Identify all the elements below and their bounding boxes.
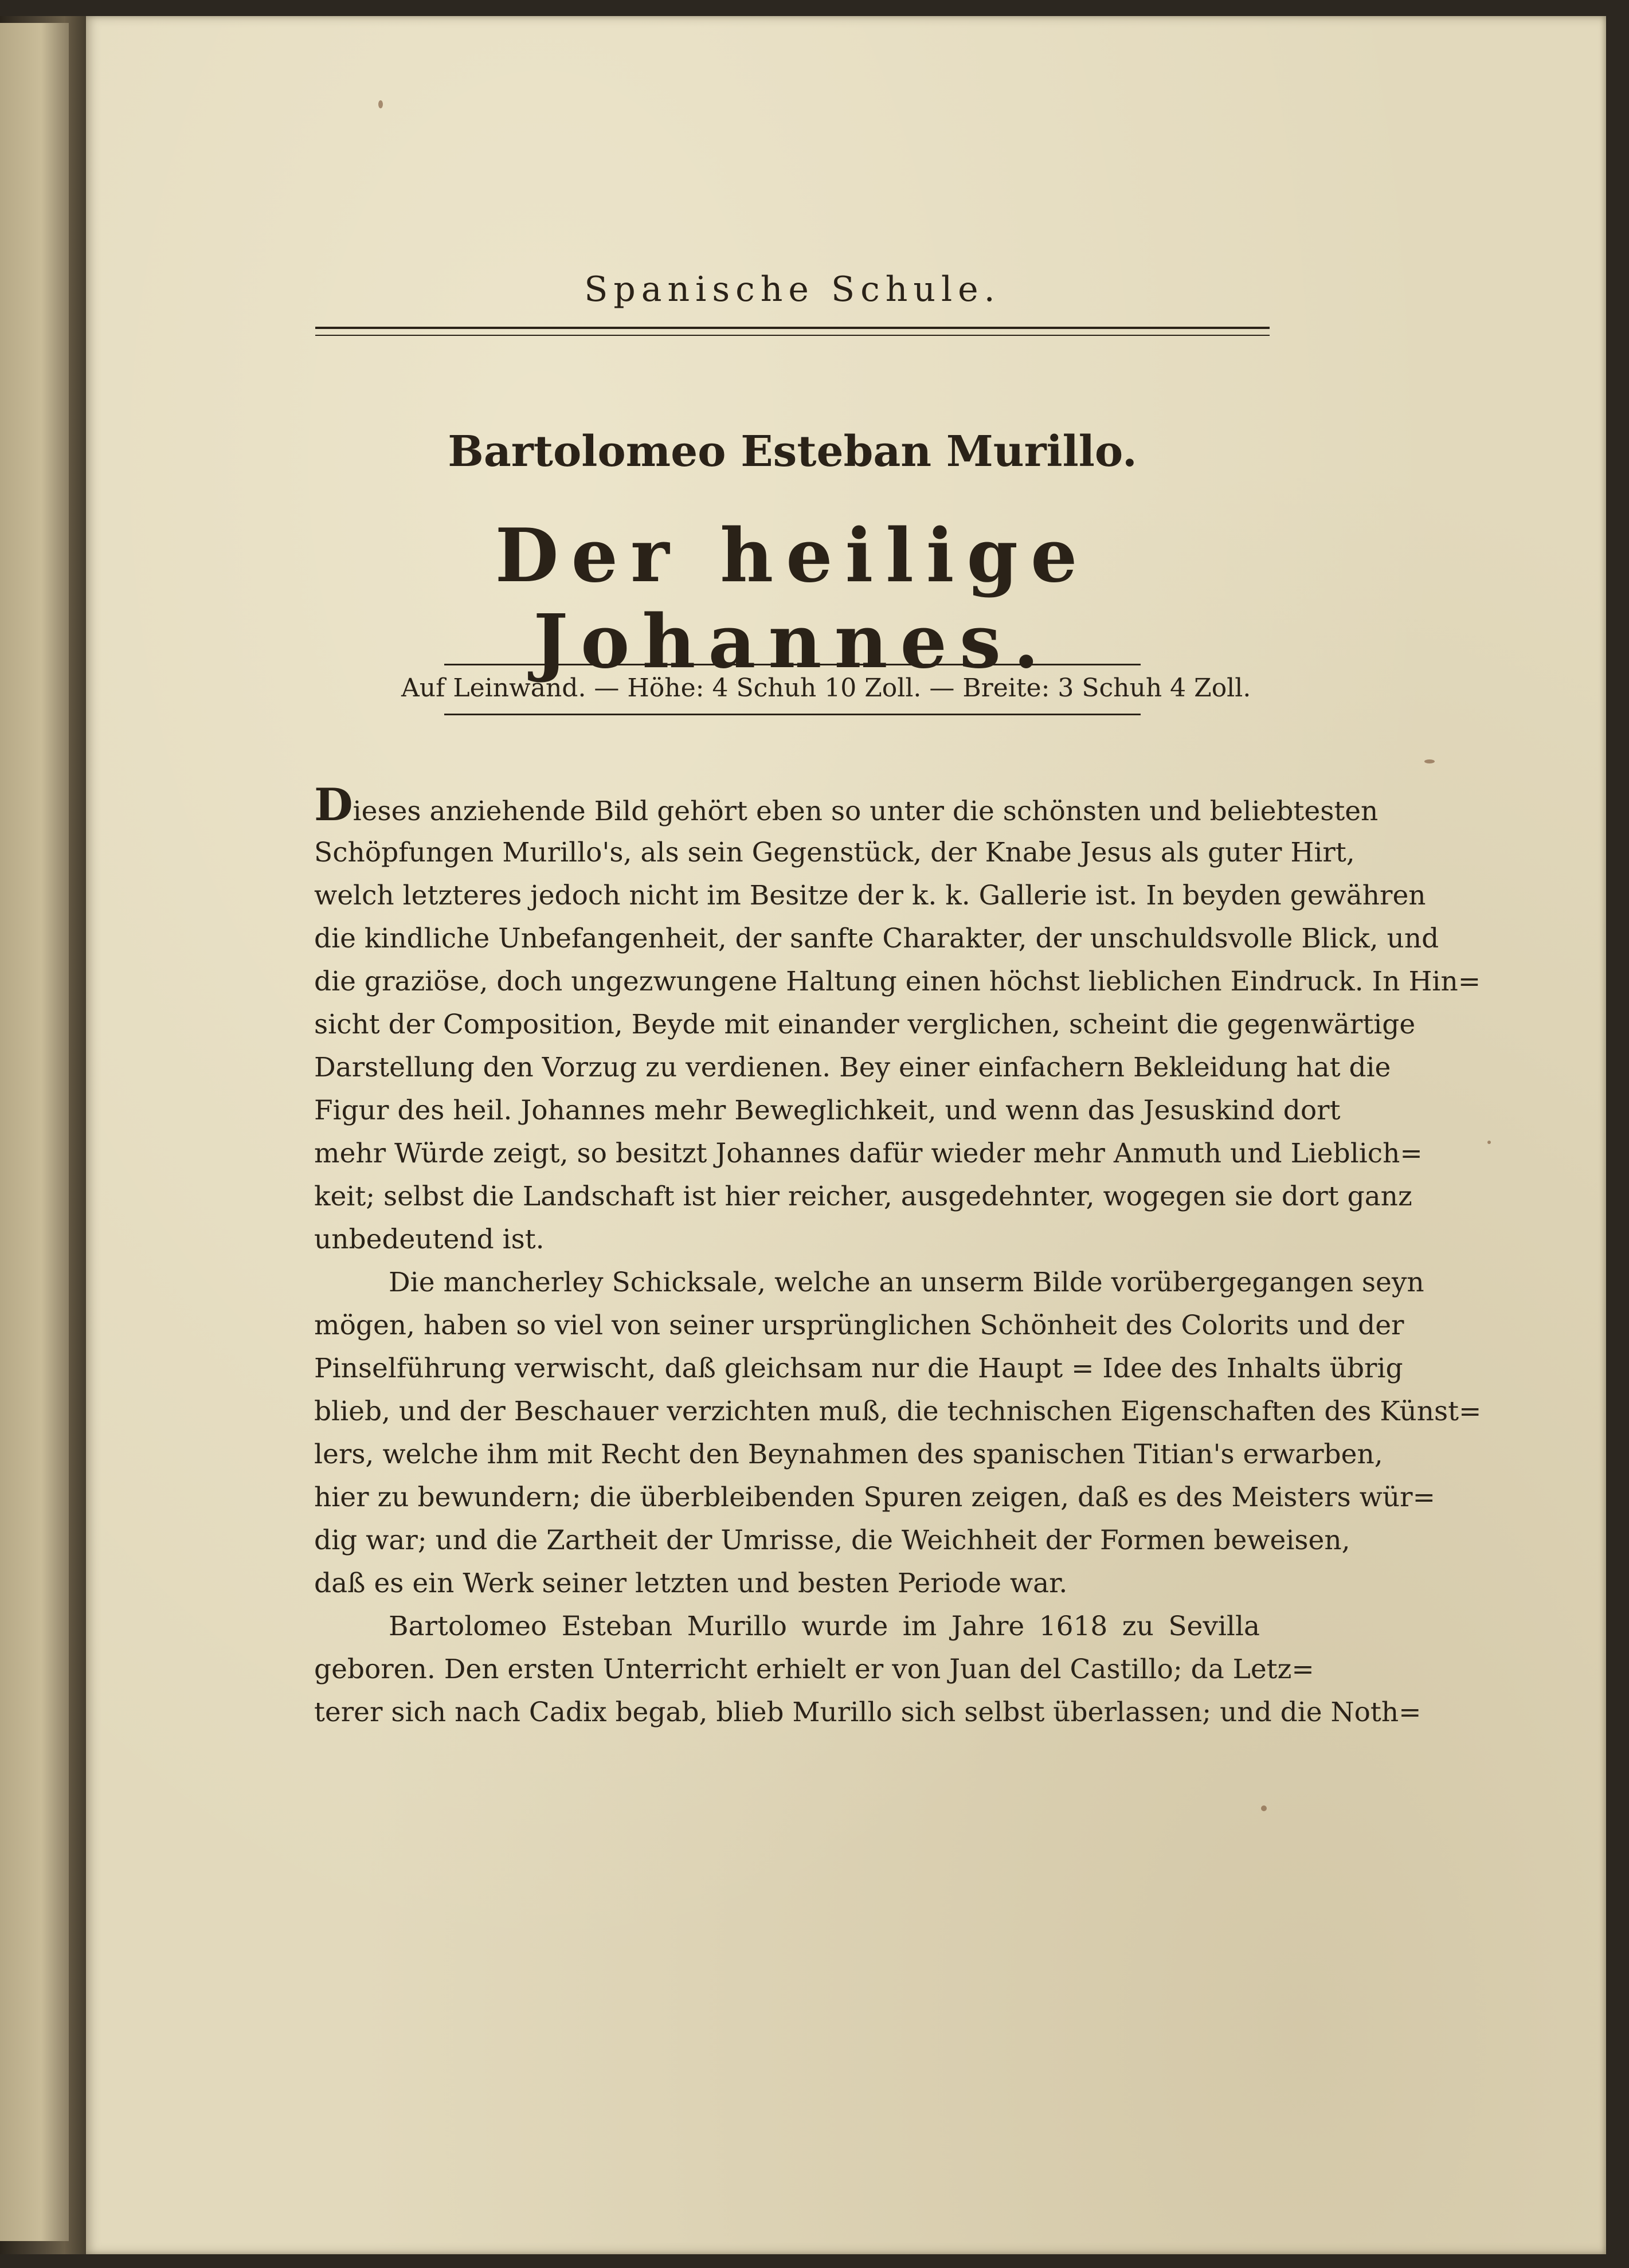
text-line: lers, welche ihm mit Recht den Beynahmen des spanischen Titian's erwarben, bbox=[314, 1439, 1383, 1470]
text-line: Figur des heil. Johannes mehr Beweglichkeit, und wenn das Jesuskind dort bbox=[314, 1095, 1341, 1126]
heading-double-rule bbox=[315, 327, 1270, 336]
text-line: mehr Würde zeigt, so besitzt Johannes dafür wieder mehr Anmuth und Lieblich= bbox=[314, 1138, 1423, 1169]
text-line: blieb, und der Beschauer verzichten muß, die technischen Eigenschaften des Künst= bbox=[314, 1396, 1482, 1427]
text-line: sicht der Composition, Beyde mit einander verglichen, scheint die gegenwärtige bbox=[314, 1009, 1416, 1040]
foxing-spot bbox=[1487, 1141, 1491, 1144]
text-line: die graziöse, doch ungezwungene Haltung einen höchst lieblichen Eindruck. In Hin= bbox=[314, 966, 1481, 997]
text-line: keit; selbst die Landschaft ist hier reicher, ausgedehnter, wogegen sie dort ganz bbox=[314, 1181, 1412, 1212]
text-line: welch letzteres jedoch nicht im Besitze der k. k. Gallerie ist. In beyden gewähren bbox=[314, 880, 1426, 911]
text-line: terer sich nach Cadix begab, blieb Murillo sich selbst überlassen; und die Noth= bbox=[314, 1697, 1422, 1728]
body-text bbox=[314, 779, 1482, 1734]
text-line: Dieses anziehende Bild gehört eben so unter die schönsten und beliebtesten bbox=[314, 779, 1379, 831]
text-line: mögen, haben so viel von seiner ursprünglichen Schönheit des Colorits und der bbox=[314, 1310, 1404, 1341]
artist-name: Bartolomeo Esteban Murillo. bbox=[448, 427, 1137, 476]
dimensions-rule-top bbox=[444, 664, 1141, 665]
artwork-dimensions: Auf Leinwand. — Höhe: 4 Schuh 10 Zoll. — Breite: 3 Schuh 4 Zoll. bbox=[401, 673, 1251, 703]
text-line: daß es ein Werk seiner letzten und besten Periode war. bbox=[314, 1568, 1068, 1599]
foxing-spot bbox=[1424, 759, 1435, 763]
text-line: Die mancherley Schicksale, welche an unserm Bilde vorübergegangen seyn bbox=[389, 1267, 1424, 1298]
scan-border-right bbox=[1605, 0, 1629, 2268]
text-line: dig war; und die Zartheit der Umrisse, die Weichheit der Formen beweisen, bbox=[314, 1525, 1350, 1556]
drop-cap: D bbox=[314, 779, 353, 831]
text-line: die kindliche Unbefangenheit, der sanfte Charakter, der unschuldsvolle Blick, und bbox=[314, 923, 1439, 954]
text-line: hier zu bewundern; die überbleibenden Spuren zeigen, daß es des Meisters wür= bbox=[314, 1482, 1435, 1513]
text-line: Bartolomeo Esteban Murillo wurde im Jahre 1618 zu Sevilla bbox=[389, 1611, 1260, 1642]
text-line: unbedeutend ist. bbox=[314, 1224, 545, 1255]
dimensions-rule-bottom bbox=[444, 714, 1141, 715]
scan-border-bottom bbox=[0, 2254, 1629, 2268]
text-line: geboren. Den ersten Unterricht erhielt er von Juan del Castillo; da Letz= bbox=[314, 1654, 1314, 1685]
left-page-edge bbox=[0, 23, 69, 2241]
text-line: Pinselführung verwischt, daß gleichsam nur die Haupt = Idee des Inhalts übrig bbox=[314, 1353, 1403, 1384]
artwork-title: Der heilige Johannes. bbox=[495, 513, 1090, 685]
foxing-spot bbox=[1261, 1805, 1267, 1811]
text-line: Schöpfungen Murillo's, als sein Gegenstück, der Knabe Jesus als guter Hirt, bbox=[314, 837, 1355, 868]
scan-border-top bbox=[0, 0, 1629, 16]
school-heading: Spanische Schule. bbox=[584, 269, 1001, 310]
text-line: Darstellung den Vorzug zu verdienen. Bey einer einfachern Bekleidung hat die bbox=[314, 1052, 1391, 1083]
foxing-spot bbox=[378, 100, 383, 108]
